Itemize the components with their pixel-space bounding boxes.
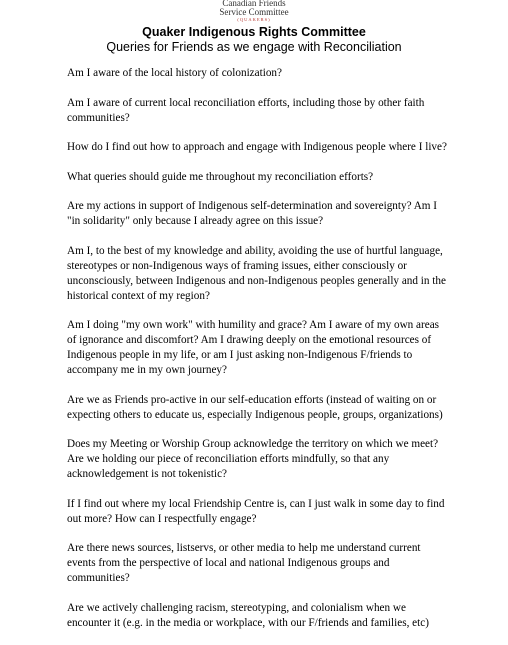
queries-list [67, 66, 447, 645]
query-item: Are we as Friends pro-active in our self-education efforts (instead of waiting on or expecting others to educate us, especially Indigenous people, groups, organizations) [67, 393, 443, 421]
logo-line-service-committee: Service Committee [219, 7, 289, 17]
query-item: How do I find out how to approach and engage with Indigenous people where I live? [67, 141, 447, 153]
query-item: Am I doing "my own work" with humility and grace? Am I aware of my own areas of ignorance and discomfort? Am I drawing deeply on the emotional resources of Indigenous people in my life, or am I just asking non-Indigenous F/friends to accompany me in my own journey? [67, 319, 440, 376]
logo-line-canadian-friends: Canadian Friends [222, 0, 286, 8]
query-item: Am I, to the best of my knowledge and ability, avoiding the use of hurtful language, stereotypes or non-Indigenous ways of framing issues, either consciously or unconsciously, between Indigenous and non-Indigenous peoples generally and in the historical context of my region? [67, 244, 446, 302]
query-item: Am I aware of the local history of colonization? [67, 67, 282, 79]
query-item: If I find out where my local Friendship Centre is, can I just walk in some day to find out more? How can I respectfully engage? [67, 497, 445, 525]
document-header [0, 25, 508, 55]
query-item: What queries should guide me throughout my reconciliation efforts? [67, 170, 374, 183]
organization-logo [0, 0, 508, 23]
logo-line-quakers: (QUAKERS) [237, 17, 271, 22]
query-item: Are we actively challenging racism, stereotyping, and colonialism when we encounter it (e.g. in the media or workplace, with our F/friends and families, etc) [67, 601, 429, 629]
query-item: Are there news sources, listservs, or other media to help me understand current events from the perspective of local and national Indigenous groups and communities? [67, 542, 421, 584]
query-item: Are my actions in support of Indigenous self-determination and sovereignty? Am I "in solidarity" only because I already agree on this issue? [67, 200, 438, 227]
query-item: Does my Meeting or Worship Group acknowledge the territory on which we meet? Are we holding our piece of reconciliation efforts mindfully, so that any acknowledgement is not tokenistic? [67, 438, 439, 480]
query-item: Am I aware of current local reconciliation efforts, including those by other faith communities? [67, 96, 425, 124]
document-subtitle: Queries for Friends as we engage with Reconciliation [106, 40, 402, 54]
document-title: Quaker Indigenous Rights Committee [142, 25, 366, 39]
